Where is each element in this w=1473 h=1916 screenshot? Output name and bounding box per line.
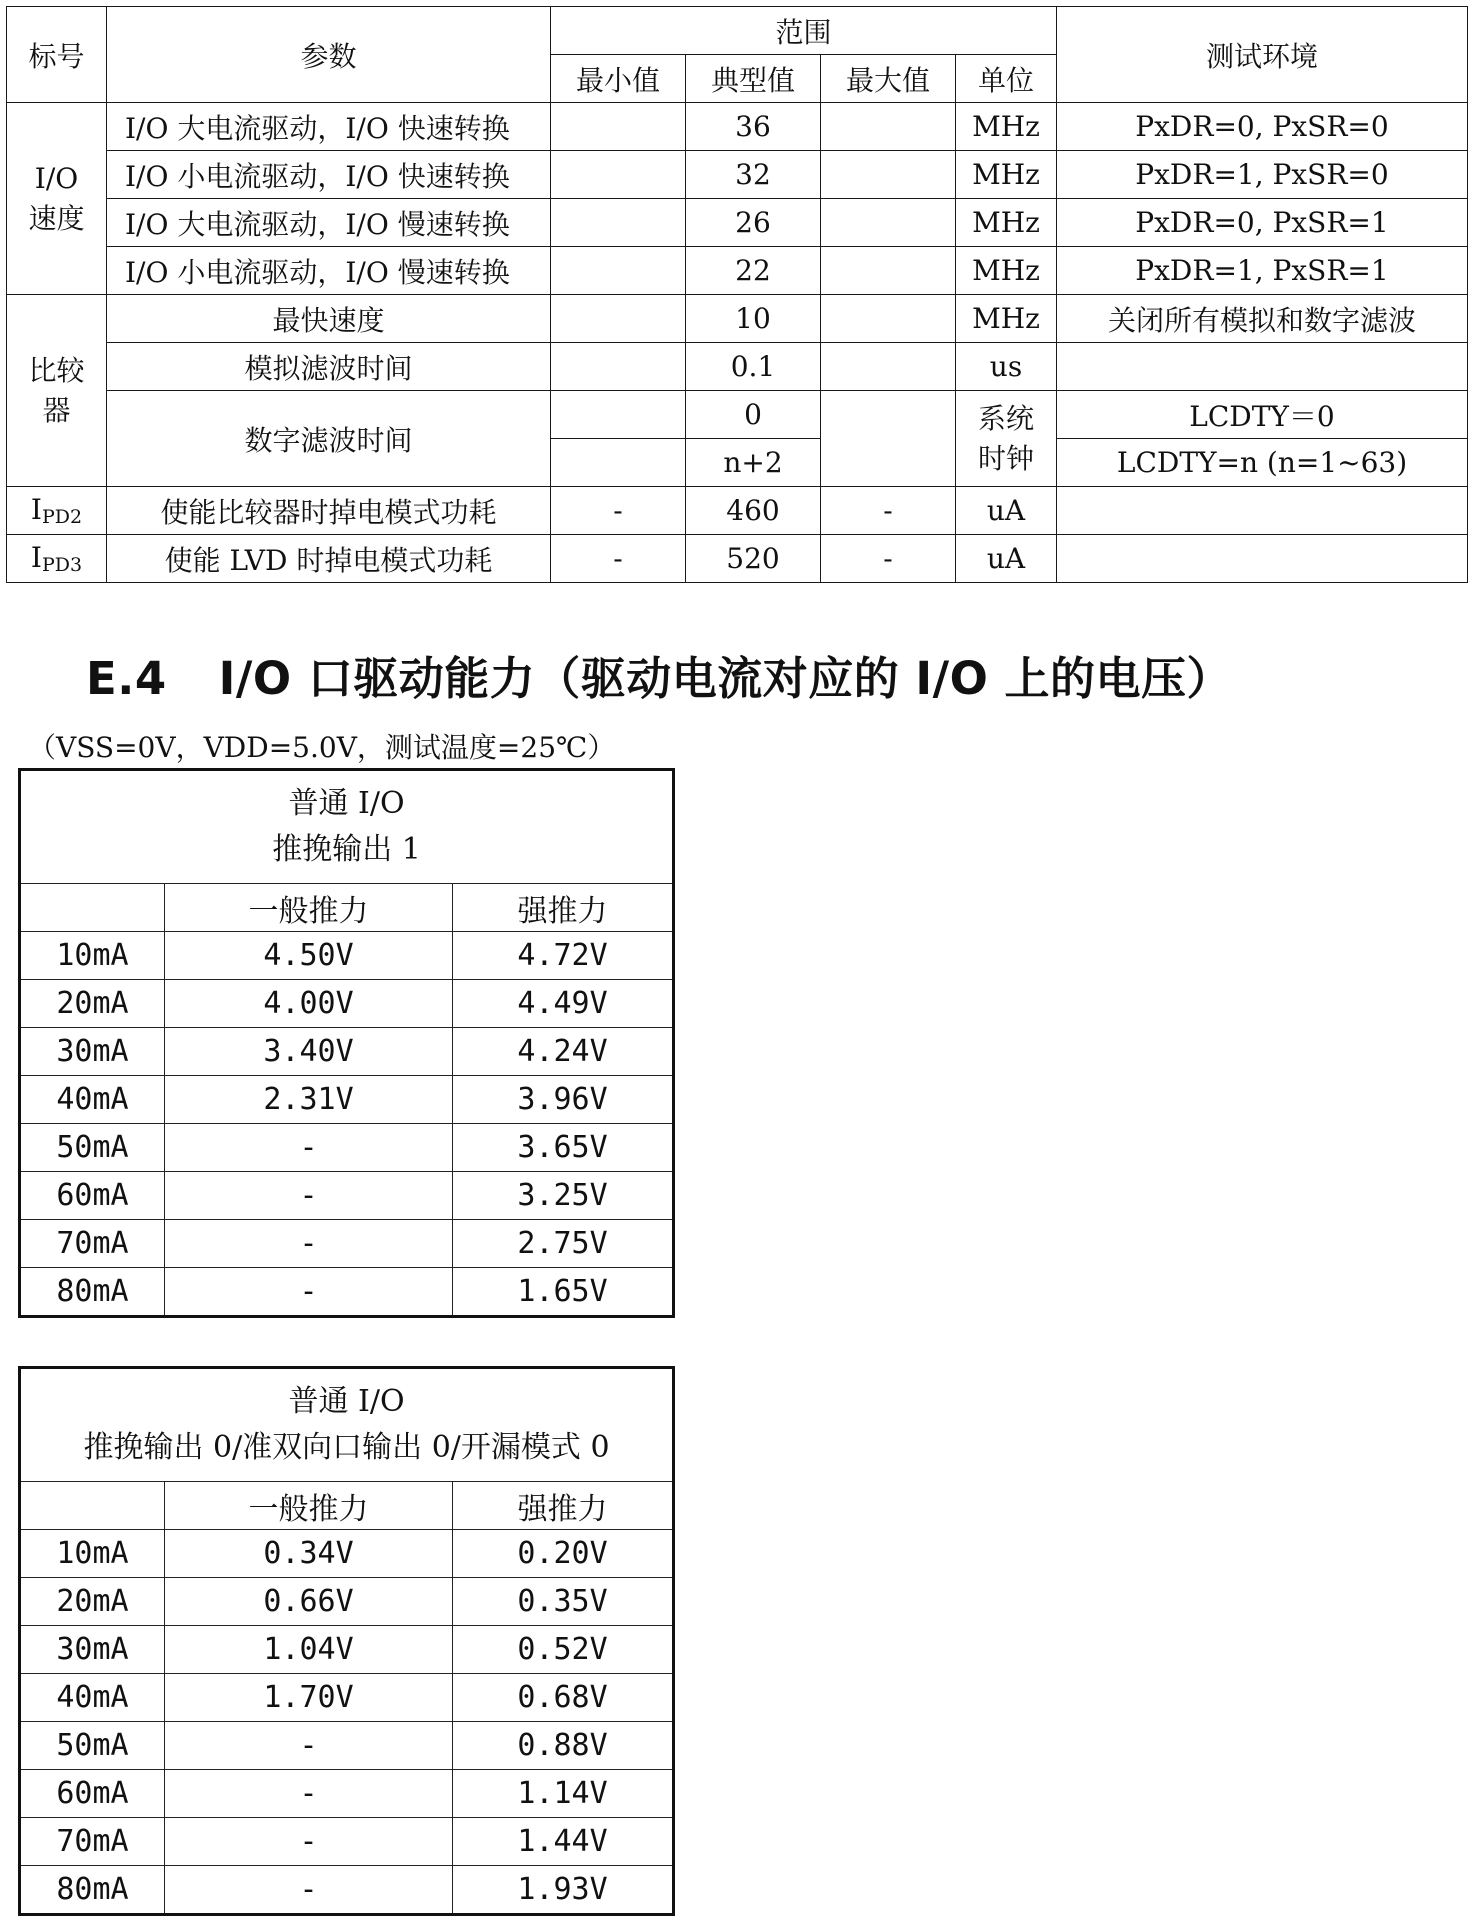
table-row xyxy=(20,1076,674,1124)
table-row xyxy=(20,1818,674,1866)
drive-table-push-pull-1 xyxy=(18,768,675,1318)
current-cell: 80mA xyxy=(20,1268,165,1317)
table-row xyxy=(20,1530,674,1578)
general-cell: 1.04V xyxy=(165,1626,453,1674)
general-cell: - xyxy=(165,1722,453,1770)
typ-cell: 36 xyxy=(686,103,821,151)
table-row xyxy=(20,1172,674,1220)
min-cell xyxy=(551,151,686,199)
general-cell: 0.34V xyxy=(165,1530,453,1578)
drive-title-row xyxy=(20,1368,674,1482)
current-cell: 50mA xyxy=(20,1124,165,1172)
general-cell: - xyxy=(165,1172,453,1220)
comparator-label: 比较 器 xyxy=(7,295,107,487)
header-max: 最大值 xyxy=(821,55,956,103)
strong-cell: 3.65V xyxy=(453,1124,674,1172)
drive-table-title: 普通 I/O 推挽输出 0/准双向口输出 0/开漏模式 0 xyxy=(20,1368,674,1482)
env-cell: 关闭所有模拟和数字滤波 xyxy=(1057,295,1468,343)
header-current xyxy=(20,1482,165,1530)
strong-cell: 1.93V xyxy=(453,1866,674,1915)
param-cell: 最快速度 xyxy=(107,295,551,343)
section-title: I/O 口驱动能力（驱动电流对应的 I/O 上的电压） xyxy=(218,652,1233,705)
min-cell xyxy=(551,439,686,487)
current-cell: 40mA xyxy=(20,1674,165,1722)
table-row xyxy=(7,391,1468,439)
env-cell: LCDTY=n (n=1~63) xyxy=(1057,439,1468,487)
current-cell: 20mA xyxy=(20,980,165,1028)
strong-cell: 2.75V xyxy=(453,1220,674,1268)
param-cell: I/O 小电流驱动，I/O 快速转换 xyxy=(107,151,551,199)
drive-title-row xyxy=(20,770,674,884)
table-row xyxy=(7,343,1468,391)
env-cell xyxy=(1057,487,1468,535)
param-cell: I/O 大电流驱动，I/O 快速转换 xyxy=(107,103,551,151)
current-cell: 30mA xyxy=(20,1626,165,1674)
env-cell: PxDR=0, PxSR=1 xyxy=(1057,199,1468,247)
ipd3-label: $I_{PD3}$ xyxy=(7,535,107,583)
general-cell: 1.70V xyxy=(165,1674,453,1722)
header-env: 测试环境 xyxy=(1057,7,1468,103)
min-cell: - xyxy=(551,487,686,535)
current-cell: 30mA xyxy=(20,1028,165,1076)
typ-cell: n+2 xyxy=(686,439,821,487)
spec-table xyxy=(6,6,1468,583)
table-row xyxy=(20,1626,674,1674)
max-cell xyxy=(821,343,956,391)
header-general: 一般推力 xyxy=(165,1482,453,1530)
env-cell: PxDR=1, PxSR=1 xyxy=(1057,247,1468,295)
header-param: 参数 xyxy=(107,7,551,103)
strong-cell: 1.14V xyxy=(453,1770,674,1818)
min-cell xyxy=(551,247,686,295)
strong-cell: 0.68V xyxy=(453,1674,674,1722)
unit-cell: us xyxy=(956,343,1057,391)
current-cell: 10mA xyxy=(20,932,165,980)
table-row xyxy=(20,980,674,1028)
current-cell: 70mA xyxy=(20,1818,165,1866)
max-cell xyxy=(821,151,956,199)
min-cell: - xyxy=(551,535,686,583)
max-cell xyxy=(821,295,956,343)
typ-cell: 22 xyxy=(686,247,821,295)
current-cell: 70mA xyxy=(20,1220,165,1268)
table-row xyxy=(7,103,1468,151)
drive-table-title: 普通 I/O 推挽输出 1 xyxy=(20,770,674,884)
general-cell: 0.66V xyxy=(165,1578,453,1626)
header-unit: 单位 xyxy=(956,55,1057,103)
unit-cell: uA xyxy=(956,487,1057,535)
typ-cell: 520 xyxy=(686,535,821,583)
unit-cell: 系统 时钟 xyxy=(956,391,1057,487)
current-cell: 20mA xyxy=(20,1578,165,1626)
table-row xyxy=(20,1268,674,1317)
table-row xyxy=(20,1220,674,1268)
general-cell: 4.00V xyxy=(165,980,453,1028)
strong-cell: 0.52V xyxy=(453,1626,674,1674)
general-cell: - xyxy=(165,1268,453,1317)
table-row xyxy=(7,151,1468,199)
table-row xyxy=(20,1578,674,1626)
typ-cell: 0 xyxy=(686,391,821,439)
header-strong: 强推力 xyxy=(453,884,674,932)
table-row xyxy=(20,1866,674,1915)
unit-cell: MHz xyxy=(956,295,1057,343)
env-cell: PxDR=0, PxSR=0 xyxy=(1057,103,1468,151)
max-cell: - xyxy=(821,535,956,583)
table-row xyxy=(20,1124,674,1172)
max-cell xyxy=(821,247,956,295)
typ-cell: 10 xyxy=(686,295,821,343)
table-row xyxy=(7,199,1468,247)
param-cell: 使能比较器时掉电模式功耗 xyxy=(107,487,551,535)
header-range: 范围 xyxy=(551,7,1057,55)
io-speed-label: I/O 速度 xyxy=(7,103,107,295)
ipd2-label: $I_{PD2}$ xyxy=(7,487,107,535)
typ-cell: 460 xyxy=(686,487,821,535)
strong-cell: 3.96V xyxy=(453,1076,674,1124)
drive-header-row xyxy=(20,884,674,932)
drive-header-row xyxy=(20,1482,674,1530)
param-cell: 模拟滤波时间 xyxy=(107,343,551,391)
header-current xyxy=(20,884,165,932)
strong-cell: 3.25V xyxy=(453,1172,674,1220)
unit-cell: MHz xyxy=(956,151,1057,199)
section-number: E.4 xyxy=(86,652,167,705)
table-row xyxy=(20,932,674,980)
general-cell: - xyxy=(165,1770,453,1818)
unit-cell: uA xyxy=(956,535,1057,583)
strong-cell: 1.44V xyxy=(453,1818,674,1866)
general-cell: - xyxy=(165,1818,453,1866)
strong-cell: 0.20V xyxy=(453,1530,674,1578)
table-row xyxy=(20,1028,674,1076)
unit-cell: MHz xyxy=(956,103,1057,151)
table-row xyxy=(7,247,1468,295)
unit-cell: MHz xyxy=(956,199,1057,247)
param-cell: 使能 LVD 时掉电模式功耗 xyxy=(107,535,551,583)
general-cell: - xyxy=(165,1220,453,1268)
spec-header-row xyxy=(7,7,1468,55)
param-cell: 数字滤波时间 xyxy=(107,391,551,487)
unit-cell: MHz xyxy=(956,247,1057,295)
table-row xyxy=(20,1722,674,1770)
min-cell xyxy=(551,103,686,151)
strong-cell: 0.88V xyxy=(453,1722,674,1770)
general-cell: 3.40V xyxy=(165,1028,453,1076)
table-row xyxy=(20,1770,674,1818)
section-heading xyxy=(86,642,1232,707)
header-label: 标号 xyxy=(7,7,107,103)
current-cell: 80mA xyxy=(20,1866,165,1915)
param-cell: I/O 大电流驱动，I/O 慢速转换 xyxy=(107,199,551,247)
typ-cell: 0.1 xyxy=(686,343,821,391)
max-cell xyxy=(821,199,956,247)
param-cell: I/O 小电流驱动，I/O 慢速转换 xyxy=(107,247,551,295)
min-cell xyxy=(551,343,686,391)
max-cell xyxy=(821,391,956,487)
strong-cell: 4.49V xyxy=(453,980,674,1028)
table-row xyxy=(20,1674,674,1722)
env-cell: LCDTY＝0 xyxy=(1057,391,1468,439)
min-cell xyxy=(551,199,686,247)
drive-table-push-pull-0 xyxy=(18,1366,675,1916)
header-general: 一般推力 xyxy=(165,884,453,932)
current-cell: 10mA xyxy=(20,1530,165,1578)
header-strong: 强推力 xyxy=(453,1482,674,1530)
strong-cell: 0.35V xyxy=(453,1578,674,1626)
table-row xyxy=(7,487,1468,535)
current-cell: 40mA xyxy=(20,1076,165,1124)
current-cell: 60mA xyxy=(20,1770,165,1818)
strong-cell: 1.65V xyxy=(453,1268,674,1317)
general-cell: 2.31V xyxy=(165,1076,453,1124)
typ-cell: 26 xyxy=(686,199,821,247)
table-row xyxy=(7,295,1468,343)
max-cell xyxy=(821,103,956,151)
general-cell: - xyxy=(165,1124,453,1172)
general-cell: - xyxy=(165,1866,453,1915)
current-cell: 60mA xyxy=(20,1172,165,1220)
env-cell xyxy=(1057,343,1468,391)
header-min: 最小值 xyxy=(551,55,686,103)
general-cell: 4.50V xyxy=(165,932,453,980)
table-row xyxy=(7,535,1468,583)
current-cell: 50mA xyxy=(20,1722,165,1770)
min-cell xyxy=(551,295,686,343)
env-cell xyxy=(1057,535,1468,583)
header-typ: 典型值 xyxy=(686,55,821,103)
min-cell xyxy=(551,391,686,439)
strong-cell: 4.72V xyxy=(453,932,674,980)
strong-cell: 4.24V xyxy=(453,1028,674,1076)
max-cell: - xyxy=(821,487,956,535)
typ-cell: 32 xyxy=(686,151,821,199)
test-conditions: （VSS=0V，VDD=5.0V，测试温度=25℃） xyxy=(28,731,616,764)
env-cell: PxDR=1, PxSR=0 xyxy=(1057,151,1468,199)
